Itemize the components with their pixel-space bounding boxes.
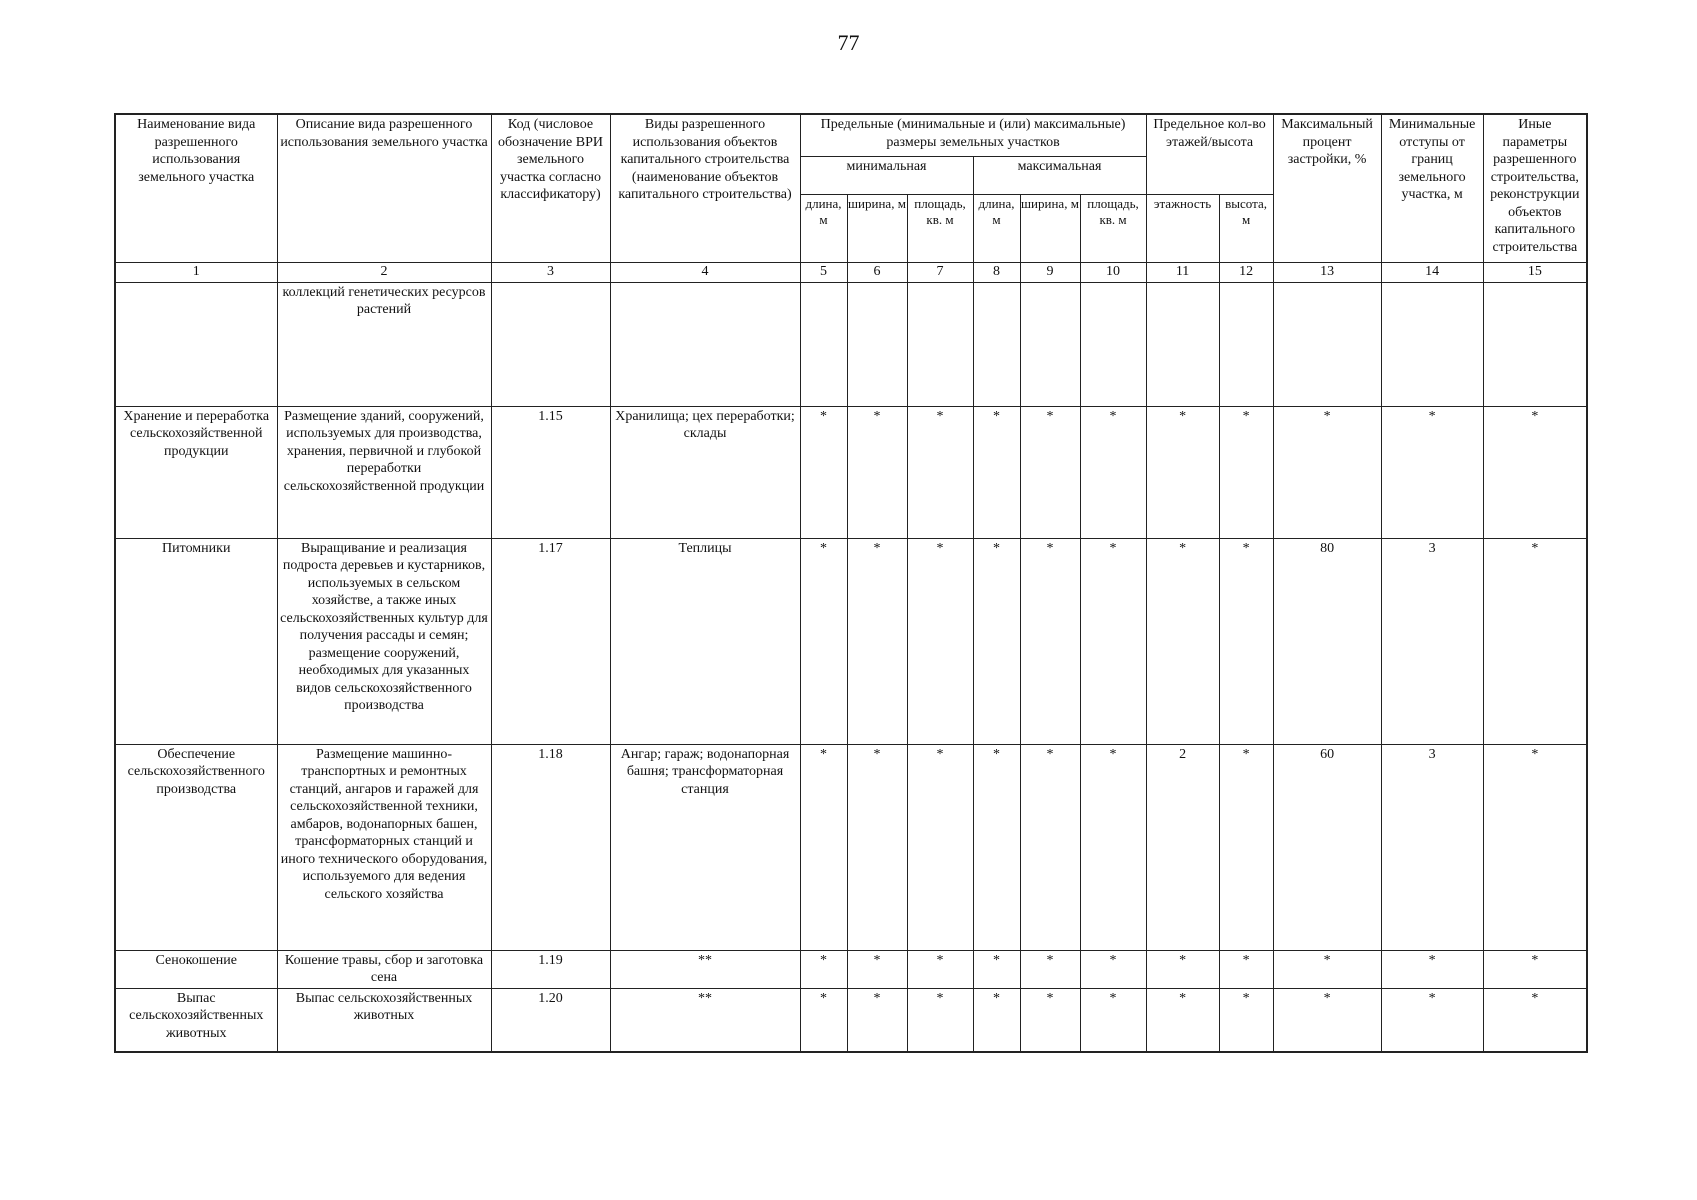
column-number: 3 <box>491 262 610 282</box>
parameter-cell: * <box>1080 988 1146 1052</box>
parameter-cell: * <box>1020 406 1080 538</box>
column-number: 7 <box>907 262 973 282</box>
parameter-cell <box>800 282 847 406</box>
use-code-cell: 1.20 <box>491 988 610 1052</box>
parameter-cell: * <box>1381 950 1483 988</box>
parameter-cell: * <box>973 744 1020 950</box>
construction-types-cell: Теплицы <box>610 538 800 744</box>
column-number: 15 <box>1483 262 1587 282</box>
parameter-cell <box>1273 282 1381 406</box>
parameter-cell: * <box>1020 538 1080 744</box>
parameter-cell: * <box>1219 950 1273 988</box>
column-number: 9 <box>1020 262 1080 282</box>
parameter-cell: * <box>973 950 1020 988</box>
header-min-length: длина, м <box>800 194 847 262</box>
parameter-cell: * <box>1483 744 1587 950</box>
column-number: 4 <box>610 262 800 282</box>
parameter-cell: * <box>907 744 973 950</box>
header-max-width: ширина, м <box>1020 194 1080 262</box>
parameter-cell: * <box>1146 950 1219 988</box>
parameter-cell: 2 <box>1146 744 1219 950</box>
column-number: 8 <box>973 262 1020 282</box>
parameter-cell: * <box>847 406 907 538</box>
parameter-cell: * <box>1080 538 1146 744</box>
parameter-cell <box>1381 282 1483 406</box>
use-name-cell: Хранение и переработка сельскохозяйственной продукции <box>115 406 277 538</box>
parameter-cell: * <box>800 538 847 744</box>
use-description-cell: Кошение травы, сбор и заготовка сена <box>277 950 491 988</box>
column-number-row <box>115 262 1587 282</box>
table-row <box>115 282 1587 406</box>
header-height: высота, м <box>1219 194 1273 262</box>
use-code-cell: 1.15 <box>491 406 610 538</box>
parameter-cell: * <box>1146 988 1219 1052</box>
column-number: 5 <box>800 262 847 282</box>
parameter-cell: * <box>1219 538 1273 744</box>
table-row <box>115 406 1587 538</box>
parameter-cell: * <box>907 538 973 744</box>
parameter-cell: * <box>800 950 847 988</box>
parameter-cell: * <box>847 744 907 950</box>
parameter-cell <box>1146 282 1219 406</box>
parameter-cell: * <box>1020 988 1080 1052</box>
use-code-cell <box>491 282 610 406</box>
page-number: 77 <box>837 30 860 55</box>
header-col-description: Описание вида разрешенного использования земельного участка <box>277 114 491 262</box>
column-number: 6 <box>847 262 907 282</box>
use-description-cell: Выращивание и реализация подроста деревьев и кустарников, используемых в сельском хозяйстве, а также иных сельскохозяйственных культур для получения рассады и семян; размещение сооружений, необходимых для указанных видов сельскохозяйственного производства <box>277 538 491 744</box>
parameter-cell: * <box>907 406 973 538</box>
header-col-name: Наименование вида разрешенного использования земельного участка <box>115 114 277 262</box>
header-group-sizes: Предельные (минимальные и (или) максимальные) размеры земельных участков <box>800 114 1146 156</box>
parameter-cell: * <box>1146 406 1219 538</box>
header-floors: этажность <box>1146 194 1219 262</box>
parameter-cell: * <box>1483 988 1587 1052</box>
header-col-code: Код (числовое обозначение ВРИ земельного участка согласно классификатору) <box>491 114 610 262</box>
use-code-cell: 1.18 <box>491 744 610 950</box>
parameter-cell <box>973 282 1020 406</box>
parameter-cell: * <box>1080 950 1146 988</box>
column-number: 12 <box>1219 262 1273 282</box>
table-row <box>115 744 1587 950</box>
header-col-min-setbacks: Минимальные отступы от границ земельного участка, м <box>1381 114 1483 262</box>
land-use-table <box>114 113 1588 1053</box>
use-name-cell: Обеспечение сельскохозяйственного производства <box>115 744 277 950</box>
construction-types-cell <box>610 282 800 406</box>
column-number: 14 <box>1381 262 1483 282</box>
parameter-cell: * <box>1483 950 1587 988</box>
parameter-cell: * <box>1219 988 1273 1052</box>
parameter-cell <box>847 282 907 406</box>
parameter-cell: * <box>907 988 973 1052</box>
parameter-cell: * <box>907 950 973 988</box>
parameter-cell: 3 <box>1381 538 1483 744</box>
construction-types-cell: Хранилища; цех переработки; склады <box>610 406 800 538</box>
column-number: 1 <box>115 262 277 282</box>
parameter-cell: 80 <box>1273 538 1381 744</box>
header-col-build-percent: Максимальный процент застройки, % <box>1273 114 1381 262</box>
use-name-cell <box>115 282 277 406</box>
parameter-cell <box>907 282 973 406</box>
construction-types-cell: Ангар; гараж; водонапорная башня; трансформаторная станция <box>610 744 800 950</box>
header-max-area: площадь, кв. м <box>1080 194 1146 262</box>
parameter-cell: 60 <box>1273 744 1381 950</box>
header-col-other-params: Иные параметры разрешенного строительства, реконструкции объектов капитального строительства <box>1483 114 1587 262</box>
parameter-cell: * <box>800 406 847 538</box>
parameter-cell: * <box>1219 406 1273 538</box>
parameter-cell: * <box>847 988 907 1052</box>
parameter-cell: * <box>1483 406 1587 538</box>
parameter-cell <box>1219 282 1273 406</box>
parameter-cell: * <box>1020 950 1080 988</box>
table-row <box>115 950 1587 988</box>
use-code-cell: 1.19 <box>491 950 610 988</box>
column-number: 2 <box>277 262 491 282</box>
column-number: 11 <box>1146 262 1219 282</box>
parameter-cell: * <box>800 988 847 1052</box>
parameter-cell: * <box>1381 988 1483 1052</box>
header-sub-maximum: максимальная <box>973 156 1146 194</box>
parameter-cell: * <box>1219 744 1273 950</box>
parameter-cell: * <box>1273 950 1381 988</box>
use-description-cell: коллекций генетических ресурсов растений <box>277 282 491 406</box>
construction-types-cell: ** <box>610 950 800 988</box>
use-description-cell: Выпас сельскохозяйственных животных <box>277 988 491 1052</box>
header-max-length: длина, м <box>973 194 1020 262</box>
header-col-types: Виды разрешенного использования объектов капитального строительства (наименование объектов капитального строительства) <box>610 114 800 262</box>
parameter-cell: * <box>800 744 847 950</box>
column-number: 13 <box>1273 262 1381 282</box>
header-min-width: ширина, м <box>847 194 907 262</box>
construction-types-cell: ** <box>610 988 800 1052</box>
header-sub-minimum: минимальная <box>800 156 973 194</box>
use-name-cell: Питомники <box>115 538 277 744</box>
parameter-cell: * <box>1020 744 1080 950</box>
parameter-cell: * <box>1080 406 1146 538</box>
table-row <box>115 538 1587 744</box>
parameter-cell: * <box>973 538 1020 744</box>
parameter-cell: 3 <box>1381 744 1483 950</box>
parameter-cell: * <box>973 406 1020 538</box>
parameter-cell: * <box>1080 744 1146 950</box>
header-group-floors: Предельное кол-во этажей/высота <box>1146 114 1273 194</box>
parameter-cell: * <box>847 950 907 988</box>
parameter-cell: * <box>1273 406 1381 538</box>
header-min-area: площадь, кв. м <box>907 194 973 262</box>
parameter-cell: * <box>973 988 1020 1052</box>
parameter-cell: * <box>847 538 907 744</box>
parameter-cell <box>1020 282 1080 406</box>
parameter-cell: * <box>1483 538 1587 744</box>
parameter-cell: * <box>1146 538 1219 744</box>
parameter-cell <box>1080 282 1146 406</box>
column-number: 10 <box>1080 262 1146 282</box>
use-description-cell: Размещение зданий, сооружений, используемых для производства, хранения, первичной и глубокой переработки сельскохозяйственной продукции <box>277 406 491 538</box>
use-name-cell: Сенокошение <box>115 950 277 988</box>
use-description-cell: Размещение машинно-транспортных и ремонтных станций, ангаров и гаражей для сельскохозяйственной техники, амбаров, водонапорных башен, трансформаторных станций и иного технического оборудования, используемого для ведения сельского хозяйства <box>277 744 491 950</box>
parameter-cell: * <box>1381 406 1483 538</box>
table-row <box>115 988 1587 1052</box>
parameter-cell <box>1483 282 1587 406</box>
use-code-cell: 1.17 <box>491 538 610 744</box>
parameter-cell: * <box>1273 988 1381 1052</box>
use-name-cell: Выпас сельскохозяйственных животных <box>115 988 277 1052</box>
